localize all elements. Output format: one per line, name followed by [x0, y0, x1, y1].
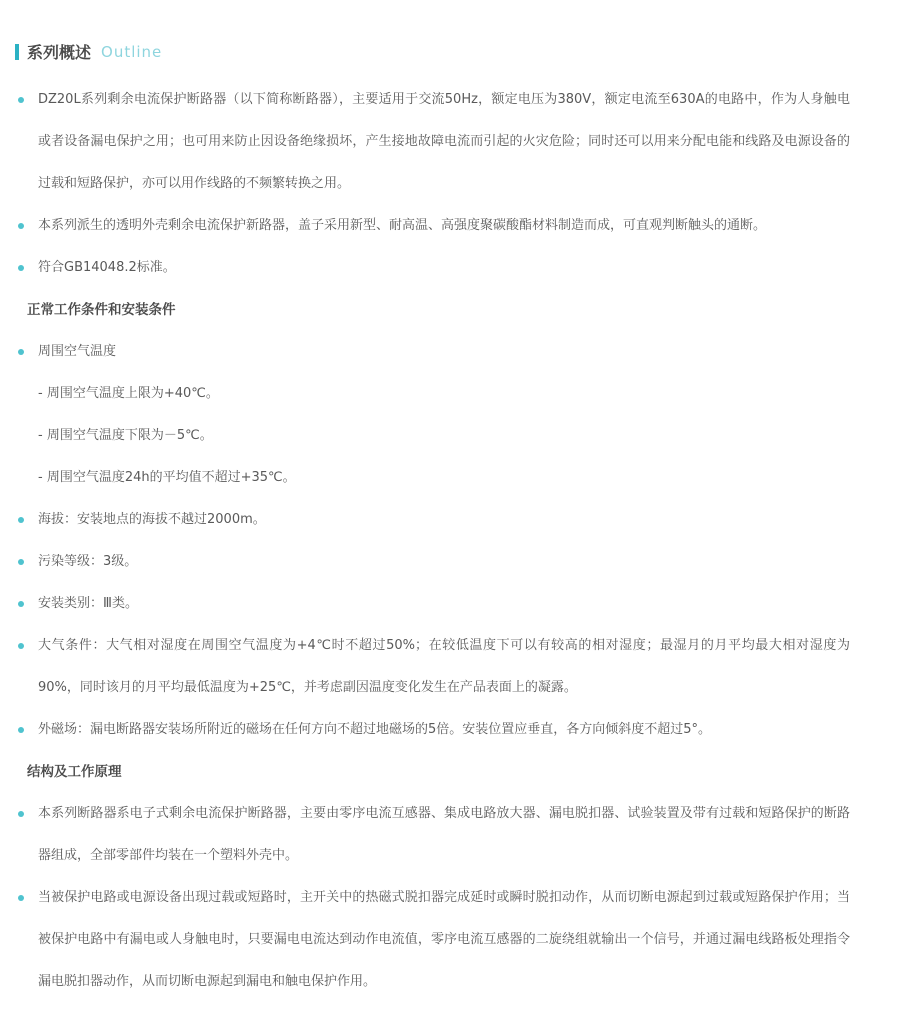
bullet-icon [18, 97, 24, 103]
section-header [15, 40, 850, 63]
bullet-item [15, 709, 850, 751]
bullet-item [15, 247, 850, 289]
bullet-icon [18, 895, 24, 901]
bullet-item [15, 79, 850, 205]
section-subtitle: Outline [101, 42, 163, 61]
bullet-text: 大气条件：大气相对湿度在周围空气温度为+4℃时不超过50%；在较低温度下可以有较高的相对湿度；最湿月的月平均最大相对湿度为90%，同时该月的月平均最低温度为+25℃，并考虑副因温度变化发生在产品表面上的凝露。 [38, 638, 850, 695]
section-heading: 结构及工作原理 [27, 764, 122, 780]
bullet-icon [18, 727, 24, 733]
bullet-text: 海拔：安装地点的海拔不越过2000m。 [38, 512, 266, 527]
bullet-icon [18, 265, 24, 271]
bullet-icon [18, 811, 24, 817]
bullet-text: DZ20L系列剩余电流保护断路器（以下简称断路器），主要适用于交流50Hz，额定电压为380V，额定电流至630A的电路中，作为人身触电或者设备漏电保护之用；也可用来防止因设备绝缘损坏，产生接地故障电流而引起的火灾危险；同时还可以用来分配电能和线路及电源设备的过载和短路保护，亦可以用作线路的不频繁转换之用。 [38, 92, 850, 191]
bullet-icon [18, 349, 24, 355]
section-title: 系列概述 [27, 43, 92, 62]
bullet-item [15, 331, 850, 373]
bullet-item [15, 541, 850, 583]
sub-item: - 周围空气温度24h的平均值不超过+35℃。 [38, 470, 296, 485]
bullet-item [15, 793, 850, 877]
bullet-text: 本系列派生的透明外壳剩余电流保护新路器，盖子采用新型、耐高温、高强度聚碳酸酯材料制造而成，可直观判断触头的通断。 [38, 218, 767, 233]
bullet-item [15, 625, 850, 709]
section-heading: 正常工作条件和安装条件 [27, 302, 176, 318]
bullet-icon [18, 601, 24, 607]
bullet-icon [18, 223, 24, 229]
bullet-icon [18, 517, 24, 523]
bullet-text: 本系列断路器系电子式剩余电流保护断路器，主要由零序电流互感器、集成电路放大器、漏电脱扣器、试验装置及带有过载和短路保护的断路器组成，全部零部件均装在一个塑料外壳中。 [38, 806, 850, 863]
bullet-item [15, 877, 850, 1003]
bullet-icon [18, 643, 24, 649]
bullet-text: 污染等级：3级。 [38, 554, 138, 569]
bullet-text: 当被保护电路或电源设备出现过载或短路时，主开关中的热磁式脱扣器完成延时或瞬时脱扣动作，从而切断电源起到过载或短路保护作用；当被保护电路中有漏电或人身触电时，只要漏电电流达到动作电流值，零序电流互感器的二旋绕组就输出一个信号，并通过漏电线路板处理指令漏电脱扣器动作，从而切断电源起到漏电和触电保护作用。 [38, 890, 850, 989]
bullet-item [15, 583, 850, 625]
bullet-icon [18, 559, 24, 565]
bullet-text: 安装类别：Ⅲ类。 [38, 596, 138, 611]
bullet-item [15, 499, 850, 541]
sub-item: - 周围空气温度下限为－5℃。 [38, 428, 213, 443]
bullet-text: 外磁场：漏电断路器安装场所附近的磁场在任何方向不超过地磁场的5倍。安装位置应垂直，各方向倾斜度不超过5°。 [38, 722, 712, 737]
section-marker-bar [15, 44, 19, 60]
bullet-text: 周围空气温度 [38, 344, 117, 359]
bullet-item [15, 205, 850, 247]
document-content [15, 79, 850, 1003]
bullet-text: 符合GB14048.2标准。 [38, 260, 176, 275]
sub-item: - 周围空气温度上限为+40℃。 [38, 386, 219, 401]
